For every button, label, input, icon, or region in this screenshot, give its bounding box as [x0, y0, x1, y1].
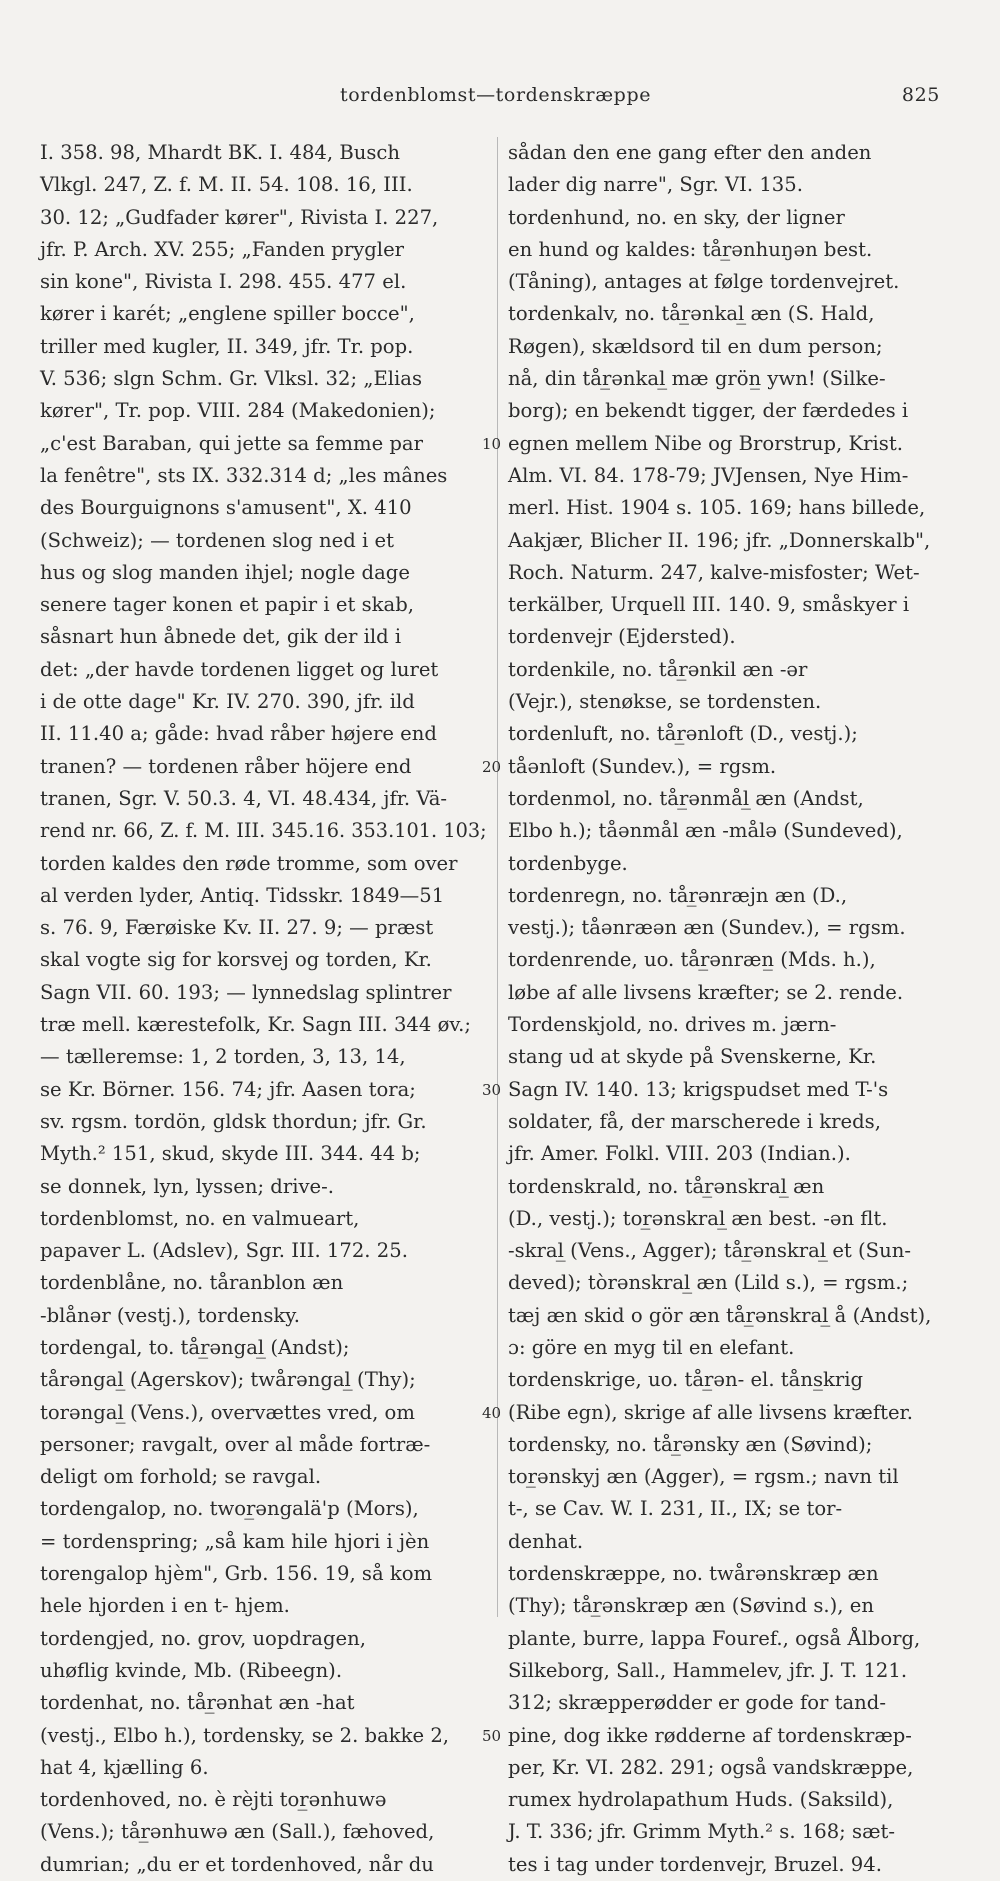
text-line: løbe af alle livsens kræfter; se 2. rende.	[508, 980, 904, 1004]
text-line: s. 76. 9, Færøiske Kv. II. 27. 9; — præst	[40, 916, 434, 940]
text-line: kører", Tr. pop. VIII. 284 (Makedonien);	[40, 399, 436, 423]
text-line: tårəngal̲ (Agerskov); twårəngal̲ (Thy);	[40, 1368, 416, 1392]
text-line: tes i tag under tordenvejr, Bruzel. 94.	[508, 1852, 882, 1876]
text-line: (Vejr.), stenøkse, se tordensten.	[508, 690, 822, 714]
text-line: stang ud at skyde på Svenskerne, Kr.	[508, 1045, 877, 1069]
text-line: tordenhund, no. en sky, der ligner	[508, 205, 845, 229]
text-line: Røgen), skældsord til en dum person;	[508, 334, 883, 358]
text-line: Alm. VI. 84. 178-79; JVJensen, Nye Him-	[508, 463, 909, 487]
line-number: 50	[482, 1726, 502, 1745]
text-line: hat 4, kjælling 6.	[40, 1755, 209, 1779]
text-line: I. 358. 98, Mhardt BK. I. 484, Busch	[40, 141, 401, 164]
text-line: tordengjed, no. grov, uopdragen,	[40, 1626, 366, 1650]
text-line: plante, burre, lappa Fouref., også Ålborg,	[508, 1626, 921, 1650]
text-line: tranen, Sgr. V. 50.3. 4, VI. 48.434, jfr. Vä-	[40, 786, 448, 810]
page-number: 825	[901, 84, 940, 106]
text-line: terkälber, Urquell III. 140. 9, småskyer i	[508, 593, 910, 617]
text-line: -skral̲ (Vens., Agger); tår̲ənskral̲ et (Sun-	[508, 1239, 911, 1263]
text-line: 30. 12; „Gudfader kører", Rivista I. 227,	[40, 205, 439, 229]
text-line: torengalop hjèm", Grb. 156. 19, så kom	[40, 1562, 433, 1586]
text-line: tor̲ənskyj æn (Agger), = rgsm.; navn til	[508, 1465, 899, 1489]
text-line: (Tåning), antages at følge tordenvejret.	[508, 270, 900, 294]
text-line: tåənloft (Sundev.), = rgsm.	[508, 754, 777, 778]
column-divider	[497, 137, 498, 1617]
text-line: tordenmol, no. tår̲ənmål̲ æn (Andst,	[508, 786, 864, 810]
left-column	[40, 137, 487, 1876]
text-line: 312; skræpperødder er gode for tand-	[508, 1691, 886, 1715]
text-line: hus og slog manden ihjel; nogle dage	[40, 560, 410, 584]
text-line: kører i karét; „englene spiller bocce",	[40, 302, 415, 326]
text-line: se donnek, lyn, lyssen; drive-.	[40, 1174, 334, 1198]
text-line: vestj.); tåənræən æn (Sundev.), = rgsm.	[508, 916, 906, 940]
text-line: uhøflig kvinde, Mb. (Ribeegn).	[40, 1658, 343, 1682]
text-line: sv. rgsm. tordön, gldsk thordun; jfr. Gr.	[40, 1109, 427, 1133]
text-line: J. T. 336; jfr. Grimm Myth.² s. 168; sæt-	[508, 1820, 895, 1844]
text-line: Myth.² 151, skud, skyde III. 344. 44 b;	[40, 1142, 421, 1166]
text-line: rumex hydrolapathum Huds. (Saksild),	[508, 1788, 894, 1812]
text-line: (vestj., Elbo h.), tordensky, se 2. bakke 2,	[40, 1723, 450, 1747]
text-line: egnen mellem Nibe og Brorstrup, Krist.	[508, 431, 903, 455]
line-number: 10	[482, 434, 502, 453]
text-line: al verden lyder, Antiq. Tidsskr. 1849—51	[40, 883, 445, 907]
text-line: rend nr. 66, Z. f. M. III. 345.16. 353.101. 103;	[40, 819, 487, 843]
text-line: Roch. Naturm. 247, kalve-misfoster; Wet-	[508, 560, 920, 584]
text-line: deved); tòrənskral̲ æn (Lild s.), = rgsm.;	[508, 1271, 909, 1295]
text-line: t-, se Cav. W. I. 231, II., IX; se tor-	[508, 1497, 843, 1521]
text-line: tordenrende, uo. tår̲ənræn̲ (Mds. h.),	[508, 948, 876, 972]
text-line: — tælleremse: 1, 2 torden, 3, 13, 14,	[40, 1045, 406, 1069]
text-line: jfr. P. Arch. XV. 255; „Fanden prygler	[40, 237, 405, 261]
text-line: denhat.	[508, 1529, 584, 1553]
text-line: = tordenspring; „så kam hile hjori i jèn	[40, 1529, 430, 1553]
text-line: tordenblomst, no. en valmueart,	[40, 1206, 360, 1230]
text-line: skal vogte sig for korsvej og torden, Kr.	[40, 948, 432, 972]
text-line: se Kr. Börner. 156. 74; jfr. Aasen tora;	[40, 1077, 416, 1101]
text-line: såsnart hun åbnede det, gik der ild i	[40, 625, 402, 649]
text-line: en hund og kaldes: tår̲ənhuŋən best.	[508, 237, 873, 261]
text-line: tordenskræppe, no. twårənskræp æn	[508, 1562, 879, 1586]
text-line: dumrian; „du er et tordenhoved, når du	[40, 1852, 434, 1876]
text-line: papaver L. (Adslev), Sgr. III. 172. 25.	[40, 1239, 408, 1263]
right-column	[508, 137, 940, 1876]
text-line: torden kaldes den røde tromme, som over	[40, 851, 458, 875]
text-line: pine, dog ikke rødderne af tordenskræp-	[508, 1723, 912, 1747]
text-line: triller med kugler, II. 349, jfr. Tr. pop.	[40, 334, 414, 358]
text-line: tordengal, to. tår̲əngal̲ (Andst);	[40, 1335, 350, 1359]
text-line: personer; ravgalt, over al måde fortræ-	[40, 1432, 431, 1456]
text-line: (D., vestj.); tor̲ənskral̲ æn best. -ən flt.	[508, 1206, 888, 1230]
text-line: per, Kr. VI. 282. 291; også vandskræppe,	[508, 1755, 914, 1779]
text-line: Sagn VII. 60. 193; — lynnedslag splintrer	[40, 980, 452, 1004]
text-line: hele hjorden i en t- hjem.	[40, 1594, 290, 1618]
text-line: det: „der havde tordenen ligget og luret	[40, 657, 439, 681]
text-line: jfr. Amer. Folkl. VIII. 203 (Indian.).	[508, 1142, 851, 1166]
text-line: senere tager konen et papir i et skab,	[40, 593, 414, 617]
text-line: torəngal̲ (Vens.), overvættes vred, om	[40, 1400, 415, 1424]
text-line: tordenluft, no. tår̲ənloft (D., vestj.);	[508, 722, 858, 746]
text-line: Tordenskjold, no. drives m. jærn-	[508, 1013, 837, 1037]
text-line: sådan den ene gang efter den anden	[508, 141, 872, 164]
text-line: (Ribe egn), skrige af alle livsens kræfter.	[508, 1400, 913, 1424]
text-line: soldater, få, der marscherede i kreds,	[508, 1109, 881, 1133]
text-line: (Vens.); tår̲ənhuwə æn (Sall.), fæhoved,	[40, 1820, 435, 1844]
text-line: borg); en bekendt tigger, der færdedes i	[508, 399, 909, 423]
text-line: ɔ: göre en myg til en elefant.	[508, 1335, 795, 1359]
text-line: tordenhat, no. tår̲ənhat æn -hat	[40, 1691, 355, 1715]
text-line: tordenkile, no. tår̲ənkil æn -ər	[508, 657, 808, 681]
text-line: (Thy); tår̲ənskræp æn (Søvind s.), en	[508, 1594, 874, 1618]
line-number: 30	[482, 1080, 502, 1099]
text-line: V. 536; slgn Schm. Gr. Vlksl. 32; „Elias	[40, 367, 423, 391]
text-line: Aakjær, Blicher II. 196; jfr. „Donnerskalb",	[508, 528, 931, 552]
text-line: tæj æn skid o gör æn tår̲ənskral̲ å (Andst),	[508, 1303, 932, 1327]
text-line: merl. Hist. 1904 s. 105. 169; hans billede,	[508, 496, 926, 520]
text-line: II. 11.40 a; gåde: hvad råber højere end	[40, 722, 437, 746]
text-line: tordenblåne, no. tåranblon æn	[40, 1271, 344, 1295]
text-line: Silkeborg, Sall., Hammelev, jfr. J. T. 121.	[508, 1658, 908, 1682]
text-line: tordenbyge.	[508, 851, 628, 875]
text-line: Elbo h.); tåənmål æn -målə (Sundeved),	[508, 819, 903, 843]
text-line: Vlkgl. 247, Z. f. M. II. 54. 108. 16, III.	[40, 173, 413, 197]
text-line: Sagn IV. 140. 13; krigspudset med T-'s	[508, 1077, 889, 1101]
text-line: (Schweiz); — tordenen slog ned i et	[40, 528, 394, 552]
text-line: i de otte dage" Kr. IV. 270. 390, jfr. ild	[40, 690, 415, 714]
text-line: tordenvejr (Ejdersted).	[508, 625, 736, 649]
text-line: lader dig narre", Sgr. VI. 135.	[508, 173, 803, 197]
text-line: des Bourguignons s'amusent", X. 410	[40, 496, 412, 520]
running-title: tordenblomst—tordenskræppe	[340, 84, 652, 106]
line-number: 40	[482, 1403, 502, 1422]
text-line: tordenregn, no. tår̲ənræjn æn (D.,	[508, 883, 848, 907]
text-line: deligt om forhold; se ravgal.	[40, 1465, 322, 1489]
text-line: tordenhoved, no. è rèjti tor̲ənhuwə	[40, 1788, 387, 1812]
text-line: „c'est Baraban, qui jette sa femme par	[40, 431, 423, 455]
text-line: tordenskrige, uo. tår̲ən- el. tåns̲krig	[508, 1368, 864, 1392]
text-line: -blånər (vestj.), tordensky.	[40, 1303, 300, 1327]
line-number: 20	[482, 757, 502, 776]
text-line: sin kone", Rivista I. 298. 455. 477 el.	[40, 270, 407, 294]
text-line: træ mell. kærestefolk, Kr. Sagn III. 344 øv.;	[40, 1013, 471, 1037]
text-line: nå, din tår̲ənkal̲ mæ grön̲ ywn! (Silke-	[508, 367, 886, 391]
text-line: la fenêtre", sts IX. 332.314 d; „les mânes	[40, 463, 448, 487]
text-line: tordenkalv, no. tår̲ənkal̲ æn (S. Hald,	[508, 302, 875, 326]
text-line: tordengalop, no. twor̲əngalä'p (Mors),	[40, 1497, 419, 1521]
running-head	[0, 84, 1000, 114]
text-line: tordenskrald, no. tår̲ənskral̲ æn	[508, 1174, 825, 1198]
text-line: tranen? — tordenen råber höjere end	[40, 754, 412, 778]
text-line: tordensky, no. tår̲ənsky æn (Søvind);	[508, 1432, 873, 1456]
